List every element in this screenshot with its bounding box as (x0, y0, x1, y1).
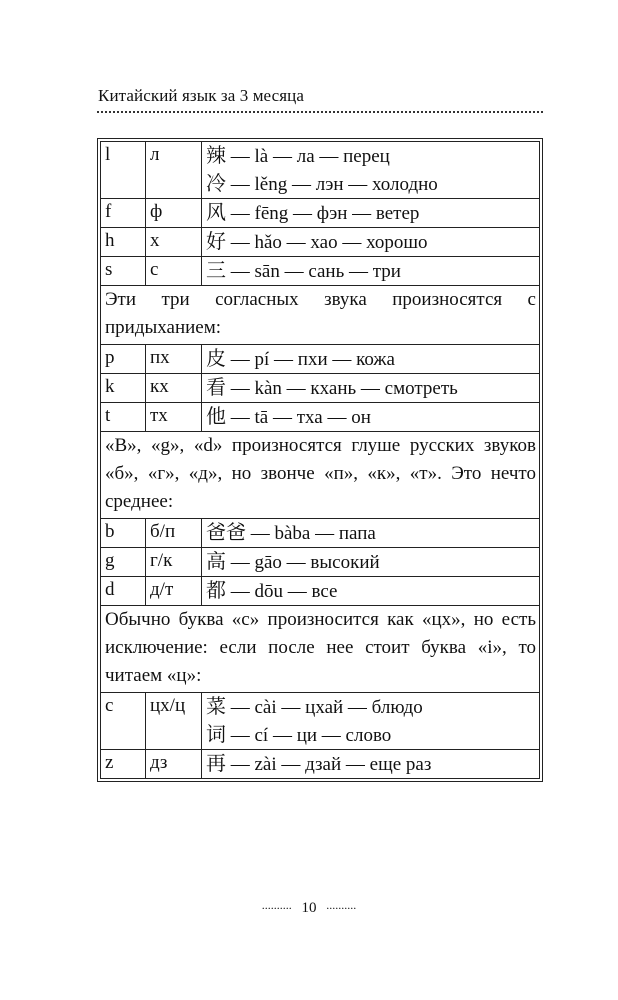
example-translation: — sān — сань — три (226, 261, 401, 282)
hanzi: 菜 (206, 694, 226, 718)
example-translation: — tā — тха — он (226, 407, 371, 428)
examples-cell (202, 750, 540, 779)
example-translation: — pí — пхи — кожа (226, 349, 395, 370)
example-translation: — cí — ци — слово (226, 725, 392, 746)
example-translation: — zài — дзай — еще раз (226, 754, 432, 775)
hanzi: 词 (206, 722, 226, 746)
example-translation: — là — ла — перец (226, 146, 390, 167)
hanzi: 三 (206, 258, 226, 282)
example-translation: — bàba — папа (246, 523, 376, 544)
footer-dots-left: .......... (261, 898, 292, 912)
note-row (101, 286, 540, 345)
example-translation: — dōu — все (226, 581, 338, 602)
table-row (101, 693, 540, 750)
latin-letter: p (101, 345, 146, 374)
example-line (206, 345, 535, 373)
russian-equivalent: ф (146, 199, 202, 228)
example-line (206, 721, 535, 749)
russian-equivalent: б/п (146, 519, 202, 548)
russian-equivalent: тх (146, 403, 202, 432)
russian-equivalent: с (146, 257, 202, 286)
example-line (206, 170, 535, 198)
table-row (101, 374, 540, 403)
note-row (101, 606, 540, 693)
running-header: Китайский язык за 3 месяца (98, 86, 305, 105)
table-row (101, 228, 540, 257)
examples-cell (202, 199, 540, 228)
table-row (101, 403, 540, 432)
examples-cell (202, 693, 540, 750)
table-row (101, 142, 540, 199)
example-line (206, 693, 535, 721)
latin-letter: b (101, 519, 146, 548)
hanzi: 爸爸 (206, 520, 246, 544)
example-translation: — hǎo — хао — хорошо (226, 232, 428, 253)
example-line (206, 519, 535, 547)
examples-cell (202, 374, 540, 403)
example-line (206, 257, 535, 285)
table-row (101, 548, 540, 577)
example-line (206, 142, 535, 170)
table-row (101, 199, 540, 228)
examples-cell (202, 519, 540, 548)
hanzi: 冷 (206, 171, 226, 195)
note-text: «B», «g», «d» произносятся глуше русских звуков «б», «г», «д», но звонче «п», «к», «т». Это нечто среднее: (101, 432, 540, 519)
example-translation: — lěng — лэн — холодно (226, 174, 438, 195)
russian-equivalent: д/т (146, 577, 202, 606)
table-row (101, 750, 540, 779)
russian-equivalent: цх/ц (146, 693, 202, 750)
latin-letter: l (101, 142, 146, 199)
table-row (101, 257, 540, 286)
example-line (206, 577, 535, 605)
header-divider (97, 111, 543, 113)
hanzi: 高 (206, 549, 226, 573)
latin-letter: s (101, 257, 146, 286)
hanzi: 皮 (206, 346, 226, 370)
page-footer (0, 898, 618, 917)
example-translation: — gāo — высокий (226, 552, 380, 573)
example-line (206, 750, 535, 778)
example-translation: — fēng — фэн — ветер (226, 203, 420, 224)
hanzi: 他 (206, 404, 226, 428)
example-line (206, 374, 535, 402)
hanzi: 辣 (206, 143, 226, 167)
examples-cell (202, 403, 540, 432)
latin-letter: f (101, 199, 146, 228)
example-line (206, 403, 535, 431)
latin-letter: z (101, 750, 146, 779)
note-text: Обычно буква «c» произносится как «цх», но есть исключение: если после нее стоит буква «i», то читаем «ц»: (101, 606, 540, 693)
examples-cell (202, 142, 540, 199)
hanzi: 都 (206, 578, 226, 602)
hanzi: 好 (206, 229, 226, 253)
examples-cell (202, 228, 540, 257)
examples-cell (202, 548, 540, 577)
latin-letter: d (101, 577, 146, 606)
note-text: Эти три согласных звука произносятся с придыханием: (101, 286, 540, 345)
latin-letter: t (101, 403, 146, 432)
table-body (101, 142, 540, 779)
russian-equivalent: х (146, 228, 202, 257)
examples-cell (202, 577, 540, 606)
note-row (101, 432, 540, 519)
table-row (101, 519, 540, 548)
latin-letter: k (101, 374, 146, 403)
table-row (101, 345, 540, 374)
hanzi: 风 (206, 200, 226, 224)
example-line (206, 199, 535, 227)
table-row (101, 577, 540, 606)
page-number: 10 (301, 900, 317, 916)
example-line (206, 228, 535, 256)
hanzi: 看 (206, 375, 226, 399)
latin-letter: h (101, 228, 146, 257)
latin-letter: c (101, 693, 146, 750)
examples-cell (202, 257, 540, 286)
russian-equivalent: пх (146, 345, 202, 374)
russian-equivalent: г/к (146, 548, 202, 577)
hanzi: 再 (206, 751, 226, 775)
example-line (206, 548, 535, 576)
example-translation: — cài — цхай — блюдо (226, 697, 423, 718)
latin-letter: g (101, 548, 146, 577)
examples-cell (202, 345, 540, 374)
russian-equivalent: л (146, 142, 202, 199)
pronunciation-table (97, 138, 543, 782)
russian-equivalent: дз (146, 750, 202, 779)
russian-equivalent: кх (146, 374, 202, 403)
footer-dots-right: .......... (326, 898, 357, 912)
example-translation: — kàn — кхань — смотреть (226, 378, 458, 399)
